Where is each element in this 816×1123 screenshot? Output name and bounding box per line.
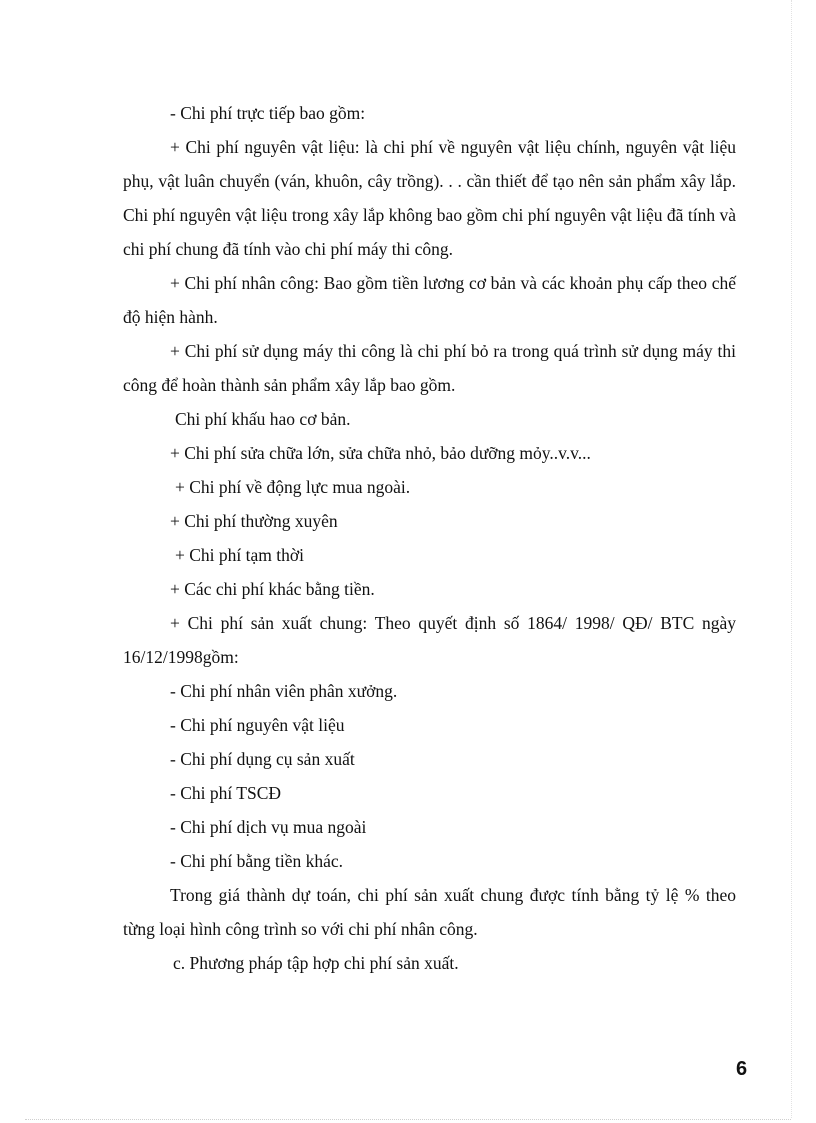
paragraph: + Chi phí sử dụng máy thi công là chi phí bỏ ra trong quá trình sử dụng máy thi công để hoàn thành sản phẩm xây lắp bao gồm. <box>123 341 736 395</box>
paragraph: + Chi phí thường xuyên <box>170 511 338 531</box>
paragraph: + Các chi phí khác bằng tiền. <box>170 579 375 599</box>
paragraph: + Chi phí sản xuất chung: Theo quyết định số 1864/ 1998/ QĐ/ BTC ngày 16/12/1998gồm: <box>123 613 736 667</box>
paragraph: Chi phí khấu hao cơ bản. <box>175 409 351 429</box>
paragraph: + Chi phí nguyên vật liệu: là chi phí về nguyên vật liệu chính, nguyên vật liệu phụ, vật luân chuyển (ván, khuôn, cây trồng). . . cần thiết để tạo nên sản phẩm xây lắp. Chi phí nguyên vật liệu trong xây lắp không bao gồm chi phí nguyên vật liệu đã tính và chi phí chung đã tính vào chi phí máy thi công. <box>123 137 736 259</box>
paragraph: Trong giá thành dự toán, chi phí sản xuất chung được tính bằng tỷ lệ % theo từng loại hình công trình so với chi phí nhân công. <box>123 885 736 939</box>
paragraph: + Chi phí sửa chữa lớn, sửa chữa nhỏ, bảo dưỡng mỏy..v.v... <box>170 443 591 463</box>
list-item: - Chi phí nguyên vật liệu <box>170 715 345 735</box>
page-number: 6 <box>736 1058 748 1080</box>
body-text <box>123 96 736 980</box>
paragraph: + Chi phí tạm thời <box>175 545 304 565</box>
paragraph: + Chi phí nhân công: Bao gồm tiền lương cơ bản và các khoản phụ cấp theo chế độ hiện hành. <box>123 273 736 327</box>
page-border-right <box>791 0 792 1118</box>
list-item: - Chi phí bằng tiền khác. <box>170 851 344 871</box>
paragraph: + Chi phí về động lực mua ngoài. <box>175 477 411 497</box>
page-border-bottom <box>25 1119 791 1120</box>
section-heading: c. Phương pháp tập hợp chi phí sản xuất. <box>173 953 459 973</box>
list-item: - Chi phí dịch vụ mua ngoài <box>170 817 367 837</box>
paragraph: - Chi phí trực tiếp bao gồm: <box>170 103 366 123</box>
list-item: - Chi phí TSCĐ <box>170 783 282 803</box>
list-item: - Chi phí dụng cụ sản xuất <box>170 749 355 769</box>
list-item: - Chi phí nhân viên phân xưởng. <box>170 681 398 701</box>
